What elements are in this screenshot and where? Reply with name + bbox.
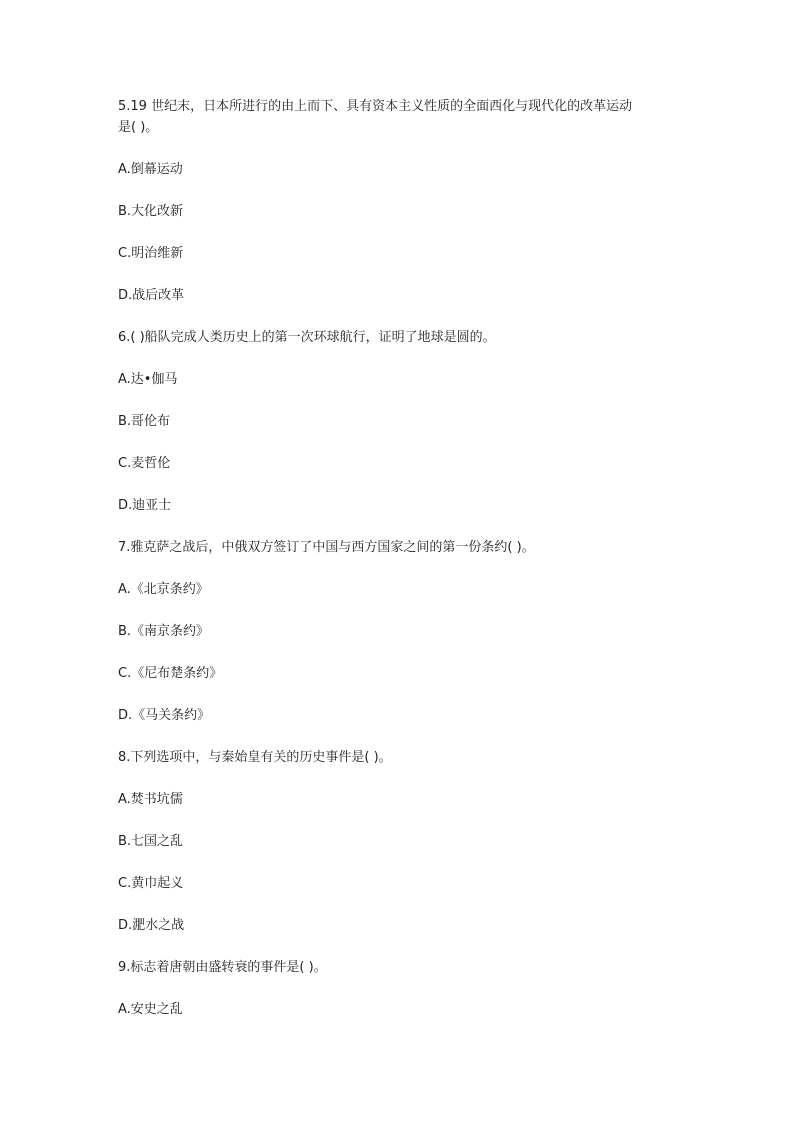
option-c: C.麦哲伦 [118,456,171,471]
question-7 [118,537,678,747]
option-b: B.《南京条约》 [118,624,210,639]
question-9 [118,957,678,1020]
question-title: 8.下列选项中，与秦始皇有关的历史事件是( )。 [118,750,392,765]
option-a: A.焚书坑儒 [118,792,183,807]
option-a: A.达•伽马 [118,372,178,387]
option-b: B.大化改新 [118,204,184,219]
option-d: D.战后改革 [118,288,185,303]
question-title: 9.标志着唐朝由盛转衰的事件是( )。 [118,960,327,975]
question-6 [118,327,678,537]
question-8 [118,747,678,957]
document-page [118,96,678,1020]
option-a: A.《北京条约》 [118,582,209,597]
option-b: B.七国之乱 [118,834,184,849]
option-b: B.哥伦布 [118,414,171,429]
option-d: D.淝水之战 [118,918,185,933]
question-title-line: 5.19 世纪末，日本所进行的由上而下、具有资本主义性质的全面西化与现代化的改革运动 [118,99,633,114]
option-d: D.迪亚士 [118,498,172,513]
question-title: 6.( )船队完成人类历史上的第一次环球航行，证明了地球是圆的。 [118,330,496,345]
option-c: C.《尼布楚条约》 [118,666,223,681]
question-title-line: 是( )。 [118,120,159,135]
question-title: 7.雅克萨之战后，中俄双方签订了中国与西方国家之间的第一份条约( )。 [118,540,535,555]
option-c: C.明治维新 [118,246,184,261]
option-a: A.倒幕运动 [118,162,183,177]
option-c: C.黄巾起义 [118,876,184,891]
option-d: D.《马关条约》 [118,708,211,723]
question-5 [118,96,678,327]
question-title [118,96,678,138]
option-a: A.安史之乱 [118,1002,183,1017]
